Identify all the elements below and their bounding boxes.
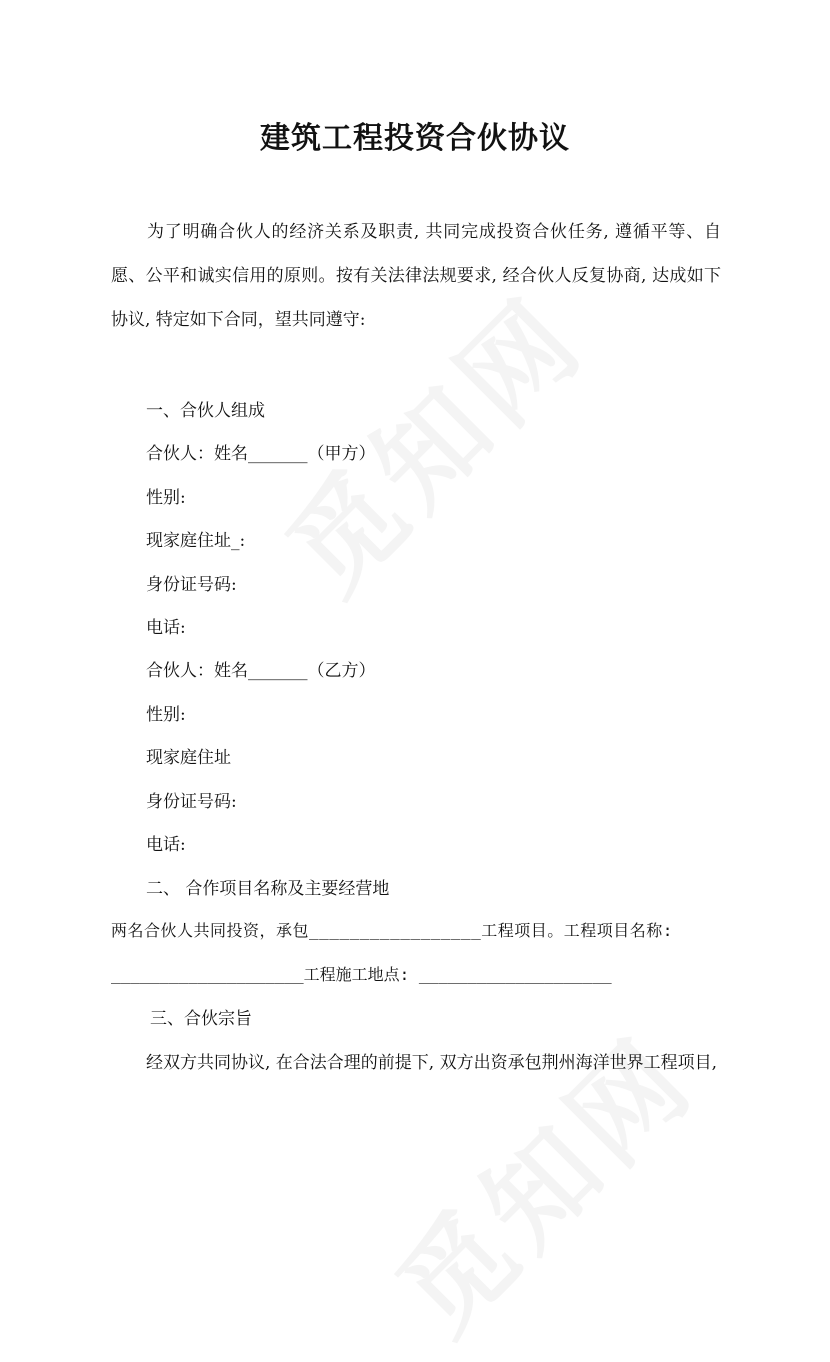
intro-paragraph: 为了明确合伙人的经济关系及职责, 共同完成投资合伙任务, 遵循平等、自愿、公平和诚实信用的原则。按有关法律法规要求, 经合伙人反复协商, 达成如下协议, 特定如下合同，望共同遵守: [111, 222, 721, 330]
partner-b-gender: 性别: [146, 705, 186, 725]
partner-a-gender: 性别: [146, 488, 186, 508]
partner-a-phone: 电话: [146, 618, 186, 638]
section3-heading: 三、合伙宗旨 [150, 1009, 252, 1029]
section2-line1: 两名合伙人共同投资，承包_________________工程项目。工程项目名称: [111, 921, 673, 940]
partner-b-name: 合伙人：姓名_______（乙方） [146, 661, 376, 681]
document-title: 建筑工程投资合伙协议 [260, 121, 570, 156]
section3-text: 经双方共同协议, 在合法合理的前提下, 双方出资承包荆州海洋世界工程项目, [146, 1053, 718, 1073]
partner-b-phone: 电话: [146, 835, 186, 855]
partner-a-id: 身份证号码: [146, 575, 237, 595]
section2-line2: ____________________工程施工地点: ____________________ [111, 965, 612, 984]
partner-b-id: 身份证号码: [146, 792, 237, 812]
section1-heading: 一、合伙人组成 [146, 401, 265, 421]
partner-b-address: 现家庭住址 [146, 748, 231, 768]
partner-a-name: 合伙人：姓名_______（甲方） [146, 444, 376, 464]
partner-a-address: 现家庭住址_: [146, 531, 246, 551]
section2-heading: 二、 合作项目名称及主要经营地 [146, 879, 390, 899]
